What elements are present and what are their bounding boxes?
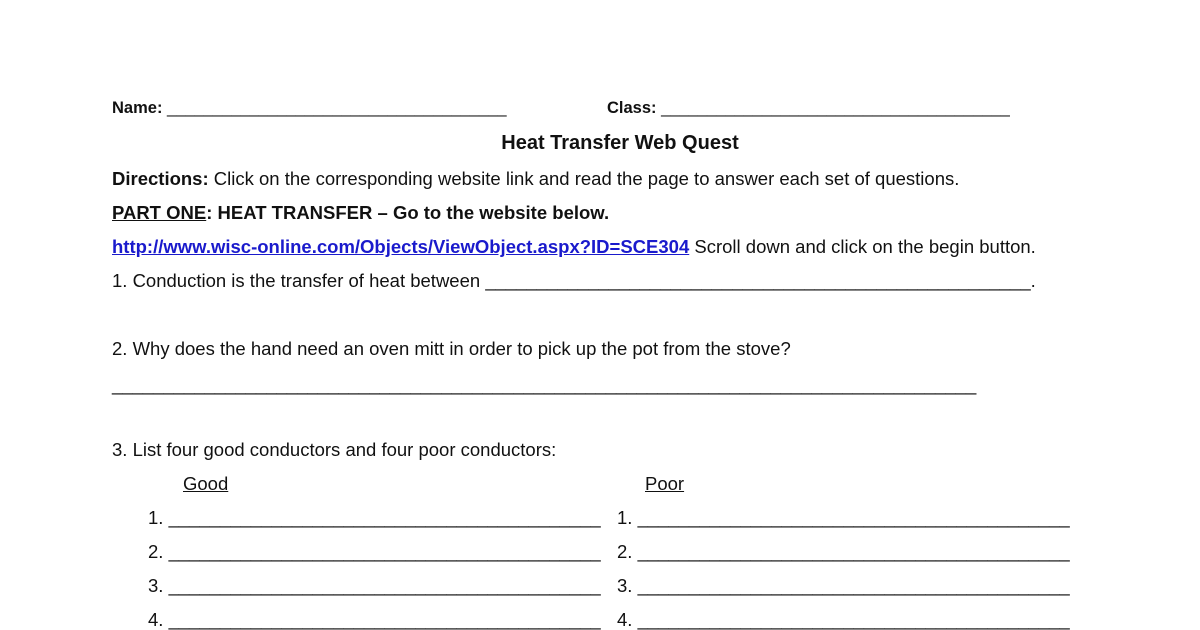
- name-field[interactable]: [112, 100, 507, 117]
- part-one-heading: [112, 204, 609, 223]
- part-one-colon: :: [206, 202, 213, 223]
- question-2-answer-blank[interactable]: ____________________________________________________________________________________: [112, 374, 977, 395]
- question-3: 3. List four good conductors and four poor conductors:: [112, 439, 557, 460]
- class-field[interactable]: [607, 100, 1010, 117]
- part-one-text: HEAT TRANSFER – Go to the website below.: [212, 202, 610, 223]
- link-line: [112, 238, 1036, 257]
- poor-conductor-4[interactable]: 4. __________________________________________: [617, 609, 1070, 630]
- good-conductor-4[interactable]: 4. __________________________________________: [148, 609, 601, 630]
- poor-conductor-1[interactable]: 1. __________________________________________: [617, 507, 1070, 528]
- name-label: Name:: [112, 99, 163, 117]
- name-blank: _____________________________________: [162, 99, 507, 117]
- poor-conductor-3[interactable]: 3. __________________________________________: [617, 575, 1070, 596]
- directions-line: [112, 170, 959, 189]
- class-blank: ______________________________________: [656, 99, 1010, 117]
- question-1[interactable]: 1. Conduction is the transfer of heat between _____________________________________________________.: [112, 270, 1036, 291]
- poor-column-header: Poor: [645, 473, 685, 494]
- good-column-header: Good: [183, 473, 229, 494]
- directions-label: Directions:: [112, 168, 209, 189]
- website-link[interactable]: http://www.wisc-online.com/Objects/ViewObject.aspx?ID=SCE304: [112, 236, 690, 257]
- poor-conductor-2[interactable]: 2. __________________________________________: [617, 541, 1070, 562]
- question-2: 2. Why does the hand need an oven mitt in order to pick up the pot from the stove?: [112, 338, 791, 359]
- page-title: Heat Transfer Web Quest: [501, 132, 739, 154]
- class-label: Class:: [607, 99, 657, 117]
- good-conductor-3[interactable]: 3. __________________________________________: [148, 575, 601, 596]
- link-instruction: Scroll down and click on the begin button.: [689, 236, 1036, 257]
- directions-text: Click on the corresponding website link and read the page to answer each set of questions.: [208, 168, 960, 189]
- part-one-label: PART ONE: [112, 202, 207, 223]
- good-conductor-2[interactable]: 2. __________________________________________: [148, 541, 601, 562]
- good-conductor-1[interactable]: 1. __________________________________________: [148, 507, 601, 528]
